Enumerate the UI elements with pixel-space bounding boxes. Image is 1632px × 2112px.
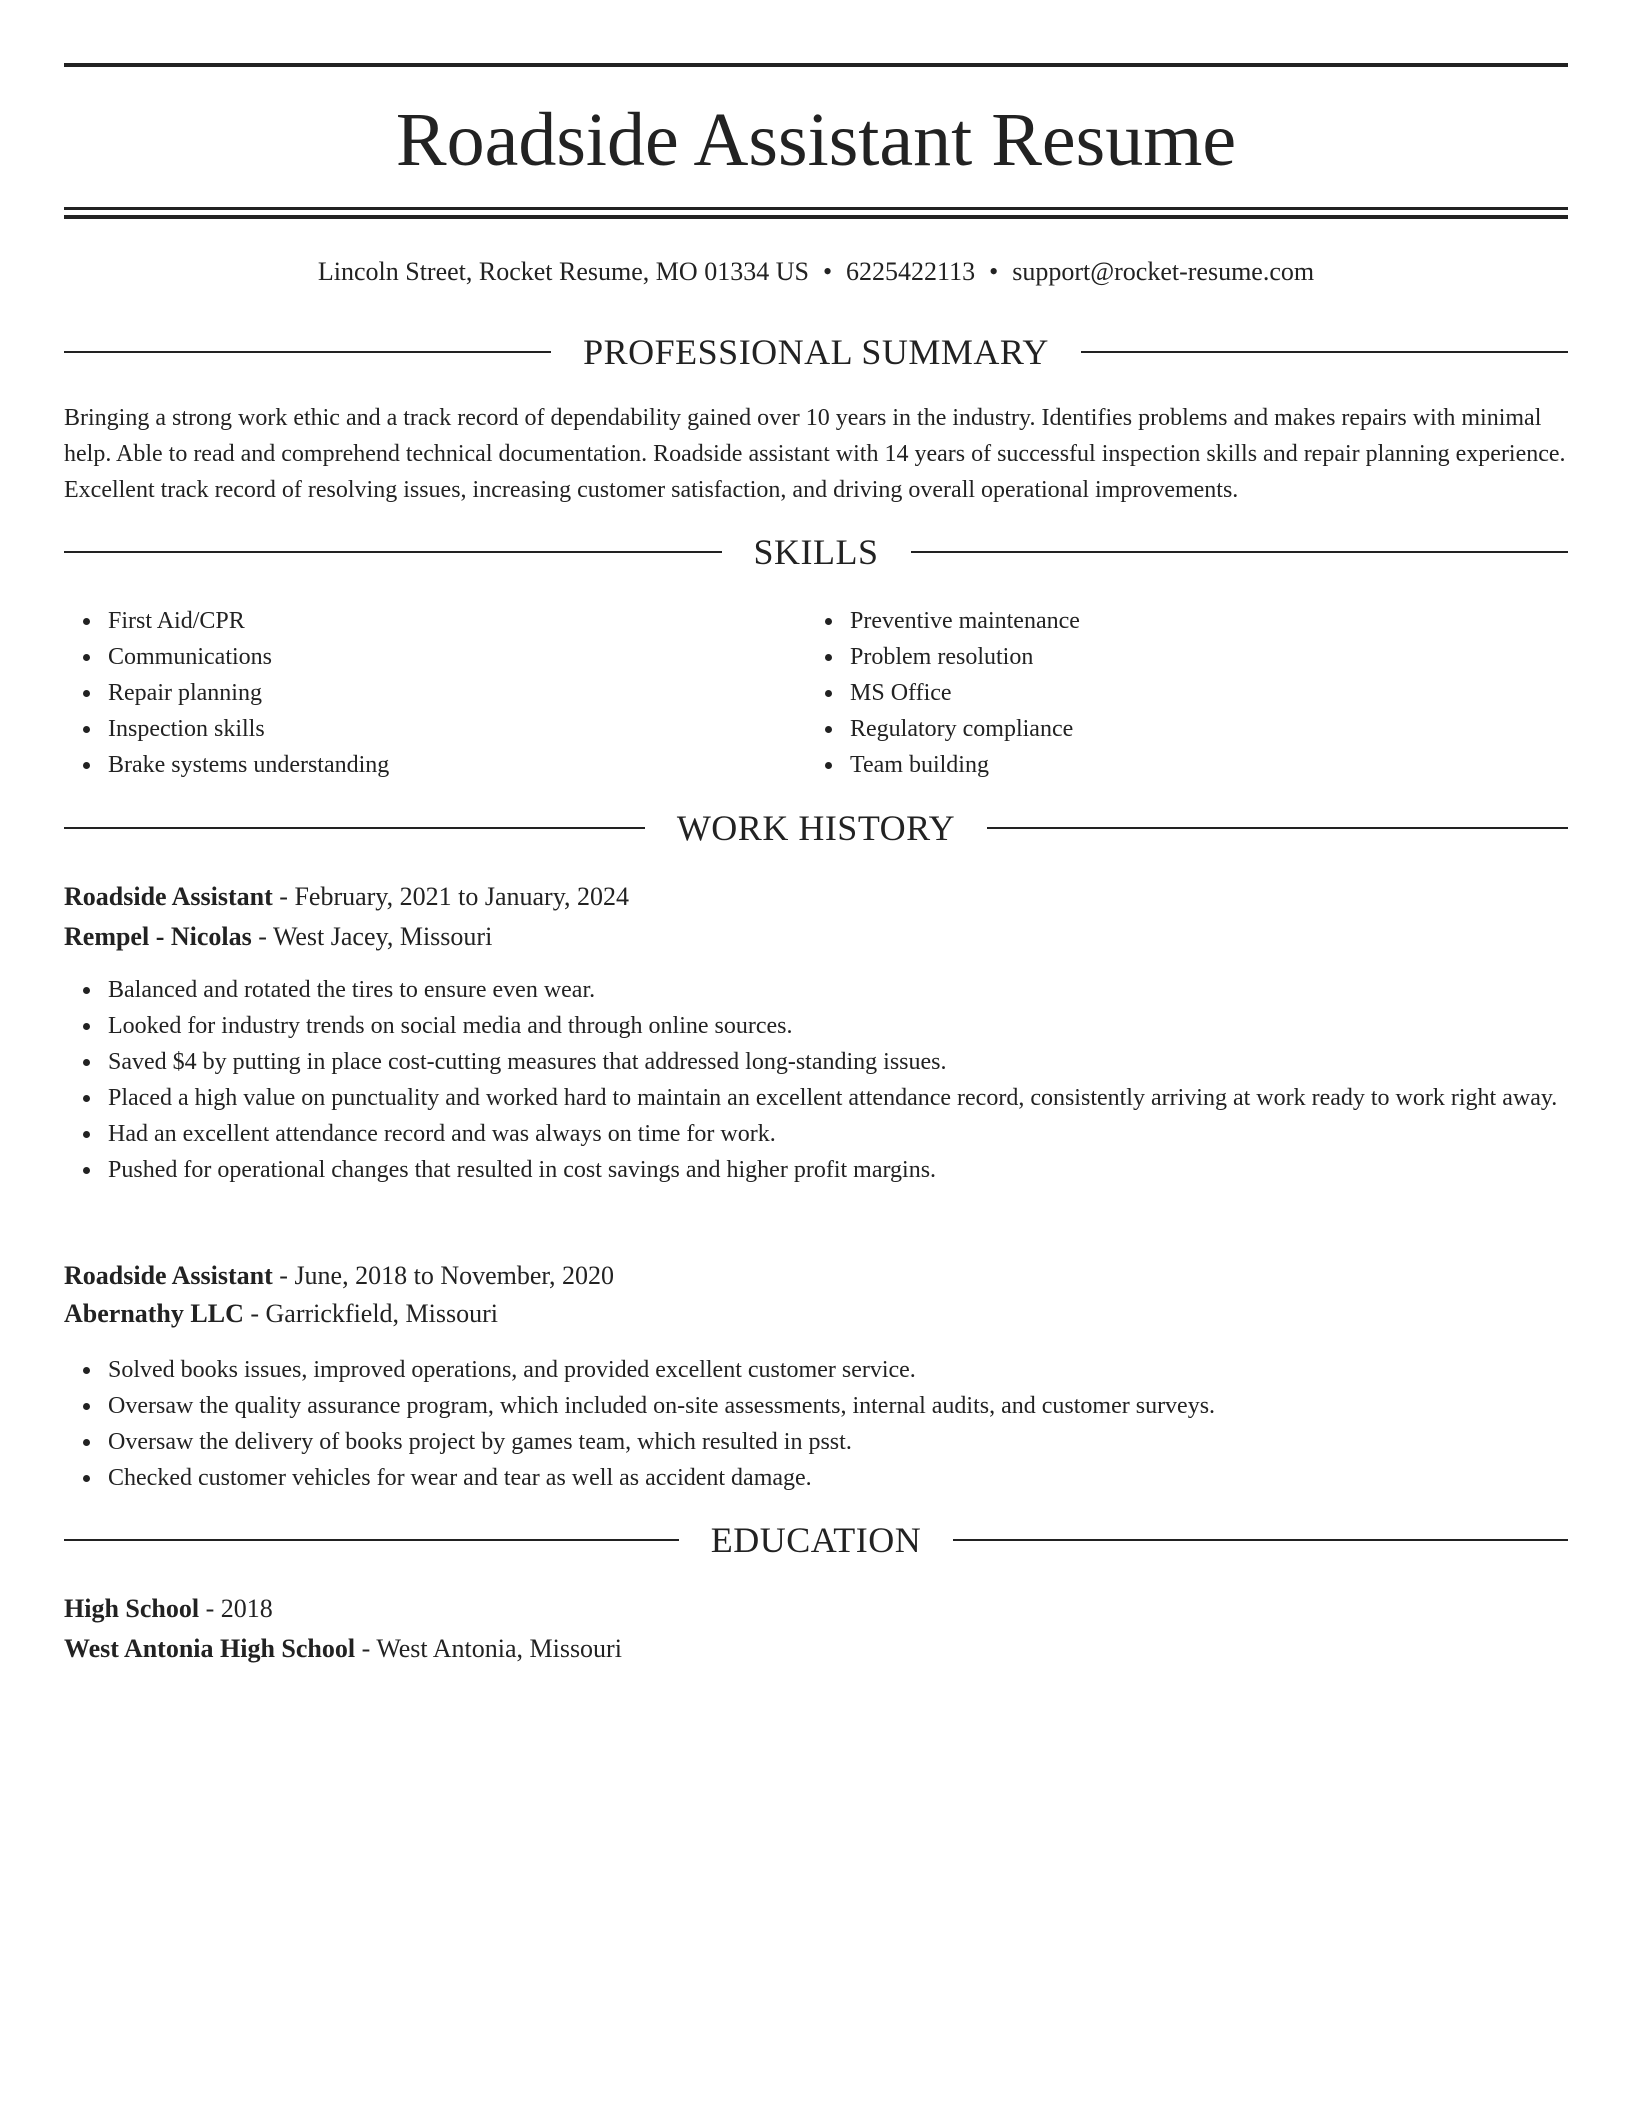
skill-item: Inspection skills: [108, 711, 808, 747]
summary-section-heading: [64, 330, 1568, 374]
divider-line: [64, 1539, 679, 1541]
job-title-line: [64, 1258, 1568, 1294]
contact-email: support@rocket-resume.com: [1012, 257, 1315, 286]
divider-line: [911, 551, 1569, 553]
skill-item: Team building: [850, 747, 1550, 783]
divider-line: [953, 1539, 1568, 1541]
job-location: - Garrickfield, Missouri: [243, 1299, 499, 1328]
education-year: - 2018: [199, 1594, 273, 1623]
education-section-heading: [64, 1518, 1568, 1562]
divider-line: [1081, 351, 1568, 353]
contact-separator: •: [989, 257, 999, 286]
job-bullet: Pushed for operational changes that resulted in cost savings and higher profit margins.: [108, 1152, 1568, 1188]
section-title: SKILLS: [753, 532, 879, 572]
work-section-heading: [64, 806, 1568, 850]
job-bullet: Balanced and rotated the tires to ensure even wear.: [108, 972, 1568, 1008]
divider-line: [987, 827, 1568, 829]
summary-text: Bringing a strong work ethic and a track record of dependability gained over 10 years in the industry. Identifies problems and makes repairs with minimal help. Able to read and comprehend technical documentation. Roadside assistant with 14 years of successful inspection skills and repair planning experience. Excellent track record of resolving issues, increasing customer satisfaction, and driving overall operational improvements.: [64, 405, 1566, 503]
skills-list-left: [64, 603, 808, 783]
job-location: - West Jacey, Missouri: [251, 922, 493, 951]
education-school-line: [64, 1631, 1568, 1667]
job-bullets: [64, 1352, 1568, 1496]
section-title: PROFESSIONAL SUMMARY: [583, 332, 1049, 372]
header-top-rule: [64, 63, 1568, 67]
job-bullet: Placed a high value on punctuality and worked hard to maintain an excellent attendance record, consistently arriving at work ready to work right away.: [108, 1080, 1568, 1116]
job-title: Roadside Assistant: [64, 1261, 273, 1290]
job-bullets: [64, 972, 1568, 1188]
job-company-line: [64, 919, 1568, 955]
skills-list-right: [806, 603, 1550, 783]
job-title: Roadside Assistant: [64, 882, 273, 911]
job-bullet: Solved books issues, improved operations, and provided excellent customer service.: [108, 1352, 1568, 1388]
divider-line: [64, 551, 722, 553]
section-title: EDUCATION: [710, 1520, 922, 1560]
education-degree: High School: [64, 1594, 200, 1623]
skill-item: MS Office: [850, 675, 1550, 711]
header-bottom-rule-1: [64, 207, 1568, 210]
header-bottom-rule-2: [64, 215, 1568, 219]
job-dates: - February, 2021 to January, 2024: [272, 882, 629, 911]
job-title-line: [64, 879, 1568, 915]
page-title: Roadside Assistant Resume: [395, 98, 1237, 182]
skill-item: Regulatory compliance: [850, 711, 1550, 747]
job-company-line: [64, 1296, 1568, 1332]
skill-item: Brake systems understanding: [108, 747, 808, 783]
skills-section-heading: [64, 530, 1568, 574]
contact-address: Lincoln Street, Rocket Resume, MO 01334 US: [317, 257, 809, 286]
skill-item: Communications: [108, 639, 808, 675]
contact-line: [64, 254, 1568, 290]
education-location: - West Antonia, Missouri: [355, 1634, 622, 1663]
job-company: Abernathy LLC: [64, 1299, 244, 1328]
skill-item: Preventive maintenance: [850, 603, 1550, 639]
contact-separator: •: [822, 257, 833, 286]
job-bullet: Oversaw the quality assurance program, which included on-site assessments, internal audits, and customer surveys.: [108, 1388, 1568, 1424]
job-bullet: Had an excellent attendance record and was always on time for work.: [108, 1116, 1568, 1152]
contact-phone: 6225422113: [846, 257, 976, 286]
job-bullet: Saved $4 by putting in place cost-cutting measures that addressed long-standing issues.: [108, 1044, 1568, 1080]
divider-line: [64, 351, 551, 353]
skill-item: Repair planning: [108, 675, 808, 711]
education-school: West Antonia High School: [64, 1634, 356, 1663]
job-company: Rempel - Nicolas: [64, 922, 252, 951]
skill-item: Problem resolution: [850, 639, 1550, 675]
job-dates: - June, 2018 to November, 2020: [272, 1261, 615, 1290]
divider-line: [64, 827, 645, 829]
skill-item: First Aid/CPR: [108, 603, 808, 639]
education-degree-line: [64, 1591, 1568, 1627]
job-bullet: Checked customer vehicles for wear and tear as well as accident damage.: [108, 1460, 1568, 1496]
job-bullet: Oversaw the delivery of books project by games team, which resulted in psst.: [108, 1424, 1568, 1460]
section-title: WORK HISTORY: [676, 808, 956, 848]
job-bullet: Looked for industry trends on social media and through online sources.: [108, 1008, 1568, 1044]
